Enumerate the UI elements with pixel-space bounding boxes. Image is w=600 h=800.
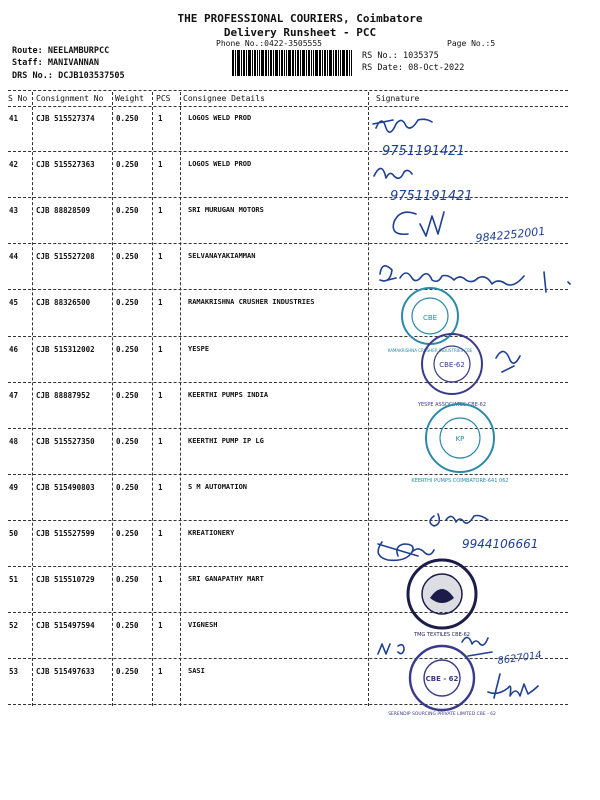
rs-number-value: 1035375: [402, 51, 439, 61]
drs-value: DCJB103537505: [58, 71, 125, 81]
row-pcs: 1: [158, 252, 163, 262]
company-stamp: [402, 288, 458, 344]
table-top-rule: [8, 90, 568, 91]
row-weight: 0.250: [116, 436, 139, 446]
row-consignment-no: CJB 515527208: [36, 252, 95, 262]
handwritten-signature: [378, 542, 434, 560]
column-divider: [152, 92, 153, 706]
row-consignee: SASI: [188, 667, 205, 676]
company-stamp: [426, 404, 494, 472]
row-sno: 42: [9, 160, 19, 170]
rs-number-line: [362, 51, 439, 61]
row-consignment-no: CJB 515497594: [36, 621, 95, 631]
stamp-text: SERENDIP SOURCING PRIVATE LIMITED CBE - 62: [388, 712, 496, 716]
col-header-consignment: Consignment No: [36, 94, 104, 103]
column-divider: [180, 92, 181, 706]
row-pcs: 1: [158, 390, 163, 400]
handwritten-signature: [488, 674, 538, 698]
row-consignment-no: CJB 515527599: [36, 528, 95, 538]
row-consignee: RAMAKRISHNA CRUSHER INDUSTRIES: [188, 298, 315, 307]
row-sno: 50: [9, 528, 19, 538]
handwritten-phone: 8627014: [496, 649, 543, 667]
row-consignee: SELVANAYAKIAMMAN: [188, 252, 256, 261]
row-weight: 0.250: [116, 160, 139, 170]
company-name: THE PROFESSIONAL COURIERS, Coimbatore: [177, 12, 423, 25]
row-weight: 0.250: [116, 528, 139, 538]
row-pcs: 1: [158, 344, 163, 354]
route-value: NEELAMBURPCC: [47, 46, 110, 56]
rs-date-value: 08-Oct-2022: [408, 63, 465, 73]
row-consignee: LOGOS WELD PROD: [188, 160, 252, 169]
rs-date-label: RS Date:: [362, 63, 403, 73]
handwritten-signature: [430, 514, 488, 526]
handwritten-signature: [393, 212, 444, 236]
row-weight: 0.250: [116, 621, 139, 631]
row-consignee: KEERTHI PUMP IP LG: [188, 436, 264, 445]
drs-line: [12, 71, 125, 81]
drs-label: DRS No.:: [12, 71, 53, 81]
row-pcs: 1: [158, 114, 163, 123]
handwritten-signature: [496, 351, 520, 372]
page-number: Page No.:5: [447, 39, 496, 48]
row-pcs: 1: [158, 575, 163, 584]
company-stamp: [408, 560, 476, 628]
row-consignment-no: CJB 88887952: [36, 390, 91, 400]
handwritten-signature: [373, 119, 432, 132]
stamp-text: RAMAKRISHNA CRUSHER INDUSTRIES CBE: [387, 348, 473, 353]
row-consignee: YESPE: [188, 344, 210, 353]
rs-date-line: [362, 63, 464, 73]
svg-text:CBE: CBE: [422, 314, 438, 322]
row-consignee: SRI GANAPATHY MART: [188, 575, 264, 583]
svg-text:CBE - 62: CBE - 62: [425, 675, 459, 683]
row-weight: 0.250: [116, 482, 139, 492]
row-sno: 45: [9, 298, 19, 308]
col-header-weight: Weight: [115, 94, 144, 103]
col-header-consignee: Consignee Details: [183, 94, 265, 103]
row-weight: 0.250: [116, 298, 139, 308]
col-header-signature: Signature: [376, 94, 420, 103]
row-pcs: 1: [158, 528, 163, 538]
signature-column: [368, 106, 600, 716]
svg-text:KP: KP: [455, 435, 465, 443]
handwritten-phone: 9751191421: [382, 144, 465, 159]
row-sno: 47: [9, 390, 19, 400]
document-title: [0, 12, 600, 40]
row-consignee: VIGNESH: [188, 621, 218, 630]
rs-number-label: RS No.:: [362, 51, 398, 61]
row-consignee: SRI MURUGAN MOTORS: [188, 206, 264, 215]
handwritten-signature: [374, 168, 412, 178]
row-consignment-no: CJB 88828509: [36, 206, 91, 216]
stamp-text: YESPE ASSOCIATES CBE-62: [417, 402, 487, 408]
staff-line: [12, 58, 99, 68]
row-weight: 0.250: [116, 114, 139, 123]
handwritten-signature: [380, 266, 570, 292]
row-pcs: 1: [158, 436, 163, 446]
staff-label: Staff:: [12, 58, 43, 68]
company-stamp: [410, 646, 474, 710]
row-pcs: 1: [158, 482, 163, 492]
row-pcs: 1: [158, 160, 163, 170]
row-weight: 0.250: [116, 575, 139, 584]
company-stamp: [422, 334, 482, 394]
barcode: [232, 50, 352, 76]
runsheet-title: Delivery Runsheet - PCC: [223, 26, 377, 39]
row-sno: 43: [9, 206, 19, 216]
row-sno: 41: [9, 114, 19, 123]
stamp-text: KEERTHI PUMPS COIMBATORE-641 062: [411, 478, 509, 484]
row-consignee: S M AUTOMATION: [188, 482, 248, 491]
stamp-text: TMG TEXTILES CBE-62: [414, 632, 470, 638]
route-line: [12, 46, 109, 56]
row-consignee: KREATIONERY: [188, 528, 235, 537]
row-consignment-no: CJB 515510729: [36, 575, 95, 584]
row-consignment-no: CJB 515497633: [36, 667, 95, 677]
row-consignee: KEERTHI PUMPS INDIA: [188, 390, 269, 399]
row-sno: 48: [9, 436, 19, 446]
row-sno: 46: [9, 344, 19, 354]
row-weight: 0.250: [116, 390, 139, 400]
row-weight: 0.250: [116, 252, 139, 262]
row-consignment-no: CJB 515312002: [36, 344, 95, 354]
row-weight: 0.250: [116, 344, 139, 354]
row-sno: 53: [9, 667, 19, 677]
row-sno: 49: [9, 482, 19, 492]
row-weight: 0.250: [116, 667, 139, 677]
row-weight: 0.250: [116, 206, 139, 216]
row-consignee: LOGOS WELD PROD: [188, 114, 252, 122]
row-pcs: 1: [158, 298, 163, 308]
phone-number: Phone No.:0422-3505555: [216, 39, 322, 48]
route-label: Route:: [12, 46, 43, 56]
row-consignment-no: CJB 88326500: [36, 298, 91, 308]
row-consignment-no: CJB 515527363: [36, 160, 95, 170]
col-header-pcs: PCS: [156, 94, 171, 103]
column-divider: [32, 92, 33, 706]
row-consignment-no: CJB 515527374: [36, 114, 95, 123]
handwritten-phone: 9842252001: [474, 224, 546, 245]
row-pcs: 1: [158, 667, 163, 677]
row-consignment-no: CJB 515490803: [36, 482, 95, 492]
row-consignment-no: CJB 515527350: [36, 436, 95, 446]
row-pcs: 1: [158, 206, 163, 216]
row-sno: 44: [9, 252, 19, 262]
column-divider: [112, 92, 113, 706]
svg-text:CBE-62: CBE-62: [439, 361, 465, 369]
col-header-sno: S No: [8, 94, 28, 103]
staff-value: MANIVANNAN: [47, 58, 100, 68]
row-sno: 51: [9, 575, 19, 584]
row-pcs: 1: [158, 621, 163, 631]
handwritten-phone: 9751191421: [390, 189, 473, 204]
row-sno: 52: [9, 621, 19, 631]
handwritten-phone: 9944106661: [462, 537, 539, 551]
